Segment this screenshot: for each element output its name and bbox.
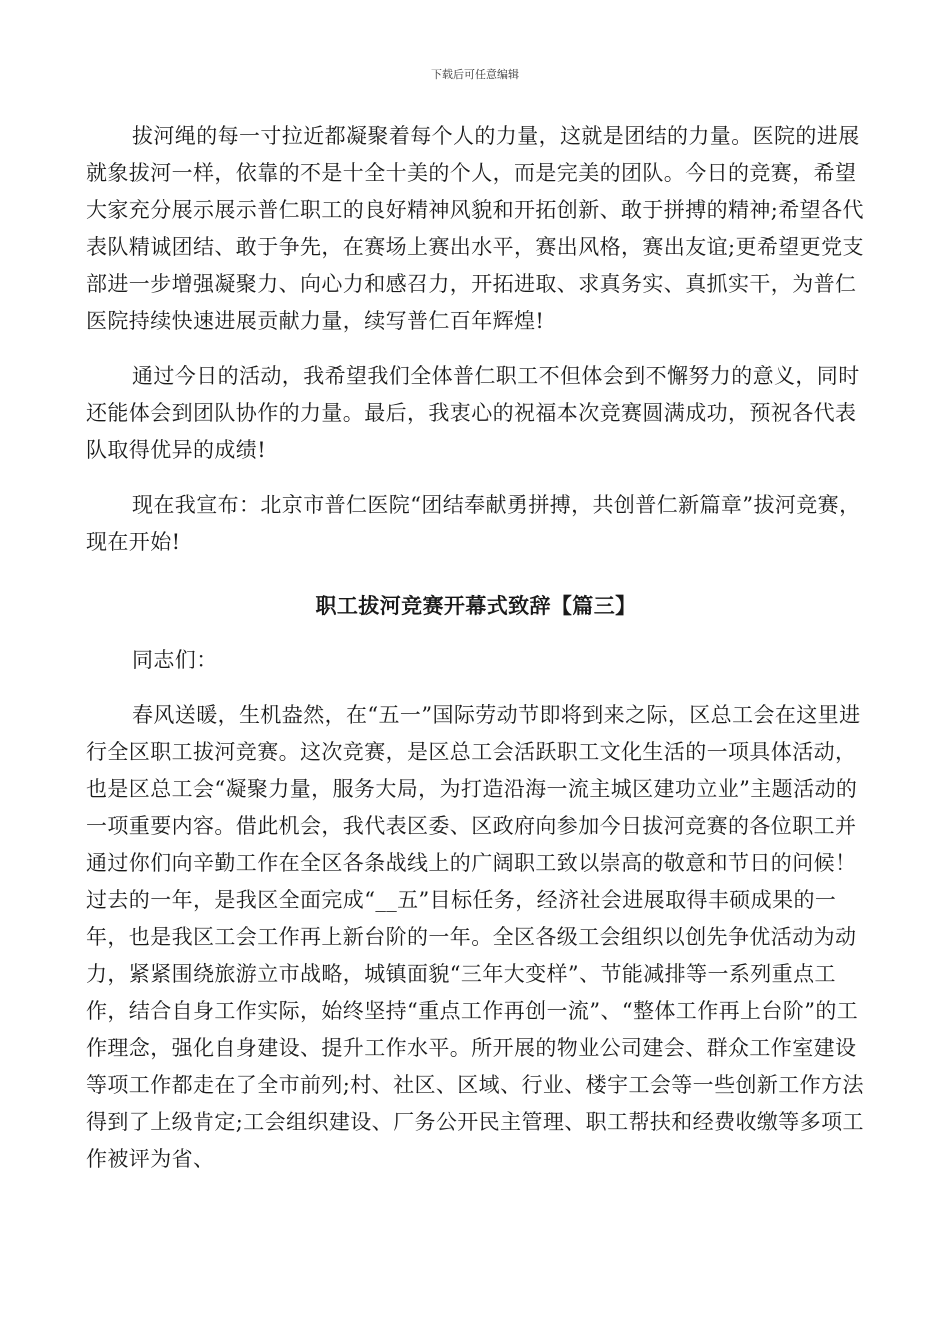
header-note: 下载后可任意编辑 — [431, 68, 519, 81]
section-title: 职工拔河竞赛开幕式致辞【篇三】 — [315, 593, 637, 618]
section-body-paragraph: 春风送暖，生机盎然，在“五一”国际劳动节即将到来之际，区总工会在这里进行全区职工拔河竞赛。这次竞赛，是区总工会活跃职工文化生活的一项具体活动，也是区总工会“凝聚力量，服务大局，为打造沿海一流主城区建功立业”主题活动的一项重要内容。借此机会，我代表区委、区政府向参加今日拔河竞赛的各位职工并通过你们向辛勤工作在全区各条战线上的广阔职工致以崇高的敬意和节日的问候！过去的一年，是我区全面完成“__五”目标任务，经济社会进展取得丰硕成果的一年，也是我区工会工作再上新台阶的一年。全区各级工会组织以创先争优活动为动力，紧紧围绕旅游立市战略，城镇面貌“三年大变样”、节能减排等一系列重点工作，结合自身工作实际，始终坚持“重点工作再创一流”、“整体工作再上台阶”的工作理念，强化自身建设、提升工作水平。所开展的物业公司建会、群众工作室建设等项工作都走在了全市前列;村、社区、区域、行业、楼宇工会等一些创新工作方法得到了上级肯定;工会组织建设、厂务公开民主管理、职工帮扶和经费收缴等多项工作被评为省、 — [86, 703, 864, 1171]
greeting: 同志们： — [132, 648, 218, 672]
paragraph-1: 拔河绳的每一寸拉近都凝聚着每个人的力量，这就是团结的力量。医院的进展就象拔河一样，依靠的不是十全十美的个人，而是完美的团队。今日的竞赛，希望大家充分展示展示普仁职工的良好精神风貌和开拓创新、敢于拼搏的精神;希望各代表队精诚团结、敢于争先，在赛场上赛出水平，赛出风格，赛出友谊;更希望更党支部进一步增强凝聚力、向心力和感召力，开拓进取、求真务实、真抓实干，为普仁医院持续快速进展贡献力量，续写普仁百年辉煌! — [86, 124, 864, 333]
paragraph-2: 通过今日的活动，我希望我们全体普仁职工不但体会到不懈努力的意义，同时还能体会到团队协作的力量。最后，我衷心的祝福本次竞赛圆满成功，预祝各代表队取得优异的成绩! — [86, 364, 860, 462]
paragraph-3: 现在我宣布：北京市普仁医院“团结奉献勇拼搏，共创普仁新篇章”拔河竞赛，现在开始! — [86, 493, 861, 554]
document-body — [86, 118, 866, 1178]
